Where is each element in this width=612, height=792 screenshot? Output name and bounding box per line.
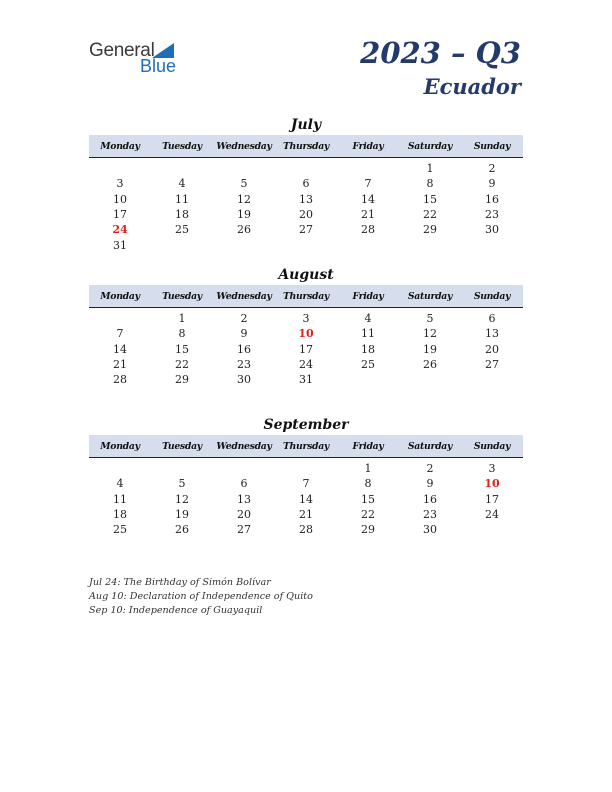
day-cell: 17 xyxy=(113,208,127,222)
month-title: July xyxy=(290,117,322,133)
day-cell: 27 xyxy=(485,358,499,372)
day-cell: 1 xyxy=(364,462,372,476)
weekday-label: Sunday xyxy=(473,140,511,152)
day-cell: 22 xyxy=(423,208,437,222)
day-cell: 12 xyxy=(237,192,251,206)
holiday-note: Aug 10: Declaration of Independence of Quito xyxy=(89,591,313,602)
page-title: 2023 – Q3 xyxy=(360,36,521,70)
day-cell: 26 xyxy=(423,358,437,372)
day-cell: 9 xyxy=(426,477,434,491)
weekday-label: Thursday xyxy=(282,290,330,302)
holiday-note: Sep 10: Independence of Guayaquil xyxy=(89,605,263,616)
month-title: August xyxy=(278,267,334,283)
day-cell: 30 xyxy=(485,223,499,237)
month-august xyxy=(89,266,523,387)
week-row xyxy=(89,176,523,191)
day-cell: 29 xyxy=(423,223,437,237)
day-cell: 13 xyxy=(237,492,251,506)
weekday-label: Monday xyxy=(100,440,140,452)
day-cell: 24 xyxy=(485,508,499,522)
day-cell: 10 xyxy=(113,192,127,206)
day-cell: 23 xyxy=(237,358,251,372)
week-row xyxy=(89,161,523,176)
weekday-label: Sunday xyxy=(473,440,511,452)
day-cell: 8 xyxy=(426,177,434,191)
day-cell: 27 xyxy=(237,523,251,537)
week-row xyxy=(89,311,523,326)
week-row xyxy=(89,461,523,476)
day-cell: 21 xyxy=(361,208,375,222)
day-cell: 5 xyxy=(426,312,434,326)
weekday-label: Saturday xyxy=(407,440,453,452)
day-cell: 8 xyxy=(364,477,372,491)
day-cell: 31 xyxy=(113,238,127,252)
day-cell: 14 xyxy=(113,342,127,356)
week-row xyxy=(89,342,523,357)
day-cell: 13 xyxy=(299,192,313,206)
day-cell: 25 xyxy=(113,523,127,537)
day-cell: 1 xyxy=(178,312,186,326)
day-cell: 5 xyxy=(178,477,186,491)
day-cell: 17 xyxy=(299,342,313,356)
day-cell: 7 xyxy=(116,327,124,341)
day-cell: 12 xyxy=(423,327,437,341)
weekday-label: Friday xyxy=(352,290,384,302)
day-cell: 20 xyxy=(237,508,251,522)
weekday-header xyxy=(89,285,523,308)
day-cell: 4 xyxy=(364,312,372,326)
day-cell: 20 xyxy=(485,342,499,356)
day-cell: 28 xyxy=(113,373,127,387)
weekday-label: Saturday xyxy=(407,290,453,302)
week-row xyxy=(89,207,523,222)
holiday-day: 24 xyxy=(112,223,128,237)
day-cell: 20 xyxy=(299,208,313,222)
day-cell: 29 xyxy=(175,373,189,387)
week-row xyxy=(89,492,523,507)
weekday-label: Thursday xyxy=(282,140,330,152)
week-row xyxy=(89,522,523,537)
day-cell: 11 xyxy=(113,492,127,506)
weekday-label: Sunday xyxy=(473,290,511,302)
day-cell: 2 xyxy=(426,462,434,476)
day-cell: 2 xyxy=(488,162,496,176)
holiday-day: 10 xyxy=(298,327,314,341)
logo-word-general: General xyxy=(89,40,155,61)
week-row xyxy=(89,507,523,522)
day-cell: 8 xyxy=(178,327,186,341)
week-row xyxy=(89,237,523,252)
day-cell: 6 xyxy=(488,312,496,326)
day-cell: 27 xyxy=(299,223,313,237)
day-cell: 16 xyxy=(485,192,499,206)
day-cell: 7 xyxy=(302,477,310,491)
day-cell: 30 xyxy=(237,373,251,387)
day-cell: 26 xyxy=(237,223,251,237)
day-cell: 6 xyxy=(240,477,248,491)
holiday-note: Jul 24: The Birthday of Simón Bolívar xyxy=(89,577,271,588)
generalblue-logo xyxy=(89,40,189,76)
day-cell: 22 xyxy=(361,508,375,522)
week-row xyxy=(89,222,523,237)
day-cell: 24 xyxy=(299,358,313,372)
weekday-label: Tuesday xyxy=(162,290,202,302)
weekday-label: Wednesday xyxy=(216,290,272,302)
holiday-day: 10 xyxy=(484,477,500,491)
week-row xyxy=(89,476,523,491)
country-name: Ecuador xyxy=(423,74,521,99)
day-cell: 25 xyxy=(361,358,375,372)
day-cell: 4 xyxy=(116,477,124,491)
day-cell: 18 xyxy=(361,342,375,356)
day-cell: 15 xyxy=(423,192,437,206)
day-cell: 9 xyxy=(488,177,496,191)
week-row xyxy=(89,372,523,387)
day-cell: 23 xyxy=(423,508,437,522)
day-cell: 5 xyxy=(240,177,248,191)
weekday-label: Friday xyxy=(352,440,384,452)
day-cell: 1 xyxy=(426,162,434,176)
weekday-label: Thursday xyxy=(282,440,330,452)
day-cell: 19 xyxy=(237,208,251,222)
weekday-header xyxy=(89,135,523,158)
day-cell: 19 xyxy=(175,508,189,522)
weekday-label: Wednesday xyxy=(216,140,272,152)
month-title: September xyxy=(263,417,349,433)
day-cell: 4 xyxy=(178,177,186,191)
weekday-label: Friday xyxy=(352,140,384,152)
day-cell: 19 xyxy=(423,342,437,356)
month-september xyxy=(89,416,523,537)
day-cell: 3 xyxy=(302,312,310,326)
weekday-label: Saturday xyxy=(407,140,453,152)
day-cell: 21 xyxy=(299,508,313,522)
day-cell: 17 xyxy=(485,492,499,506)
day-cell: 31 xyxy=(299,373,313,387)
weekday-label: Monday xyxy=(100,290,140,302)
day-cell: 15 xyxy=(361,492,375,506)
month-july xyxy=(89,116,523,253)
day-cell: 12 xyxy=(175,492,189,506)
week-row xyxy=(89,326,523,341)
weekday-label: Tuesday xyxy=(162,440,202,452)
day-cell: 26 xyxy=(175,523,189,537)
day-cell: 28 xyxy=(361,223,375,237)
day-cell: 7 xyxy=(364,177,372,191)
day-cell: 3 xyxy=(116,177,124,191)
day-cell: 16 xyxy=(237,342,251,356)
day-cell: 13 xyxy=(485,327,499,341)
week-row xyxy=(89,192,523,207)
weekday-header xyxy=(89,435,523,458)
day-cell: 9 xyxy=(240,327,248,341)
day-cell: 11 xyxy=(361,327,375,341)
day-cell: 21 xyxy=(113,358,127,372)
day-cell: 28 xyxy=(299,523,313,537)
day-cell: 11 xyxy=(175,192,189,206)
weekday-label: Tuesday xyxy=(162,140,202,152)
day-cell: 2 xyxy=(240,312,248,326)
day-cell: 14 xyxy=(361,192,375,206)
holiday-notes xyxy=(89,576,313,618)
weekday-label: Monday xyxy=(100,140,140,152)
day-cell: 15 xyxy=(175,342,189,356)
day-cell: 25 xyxy=(175,223,189,237)
week-row xyxy=(89,357,523,372)
day-cell: 29 xyxy=(361,523,375,537)
day-cell: 14 xyxy=(299,492,313,506)
day-cell: 16 xyxy=(423,492,437,506)
day-cell: 30 xyxy=(423,523,437,537)
day-cell: 6 xyxy=(302,177,310,191)
weekday-label: Wednesday xyxy=(216,440,272,452)
logo-word-blue: Blue xyxy=(140,56,177,76)
day-cell: 3 xyxy=(488,462,496,476)
day-cell: 22 xyxy=(175,358,189,372)
day-cell: 18 xyxy=(113,508,127,522)
day-cell: 23 xyxy=(485,208,499,222)
day-cell: 18 xyxy=(175,208,189,222)
